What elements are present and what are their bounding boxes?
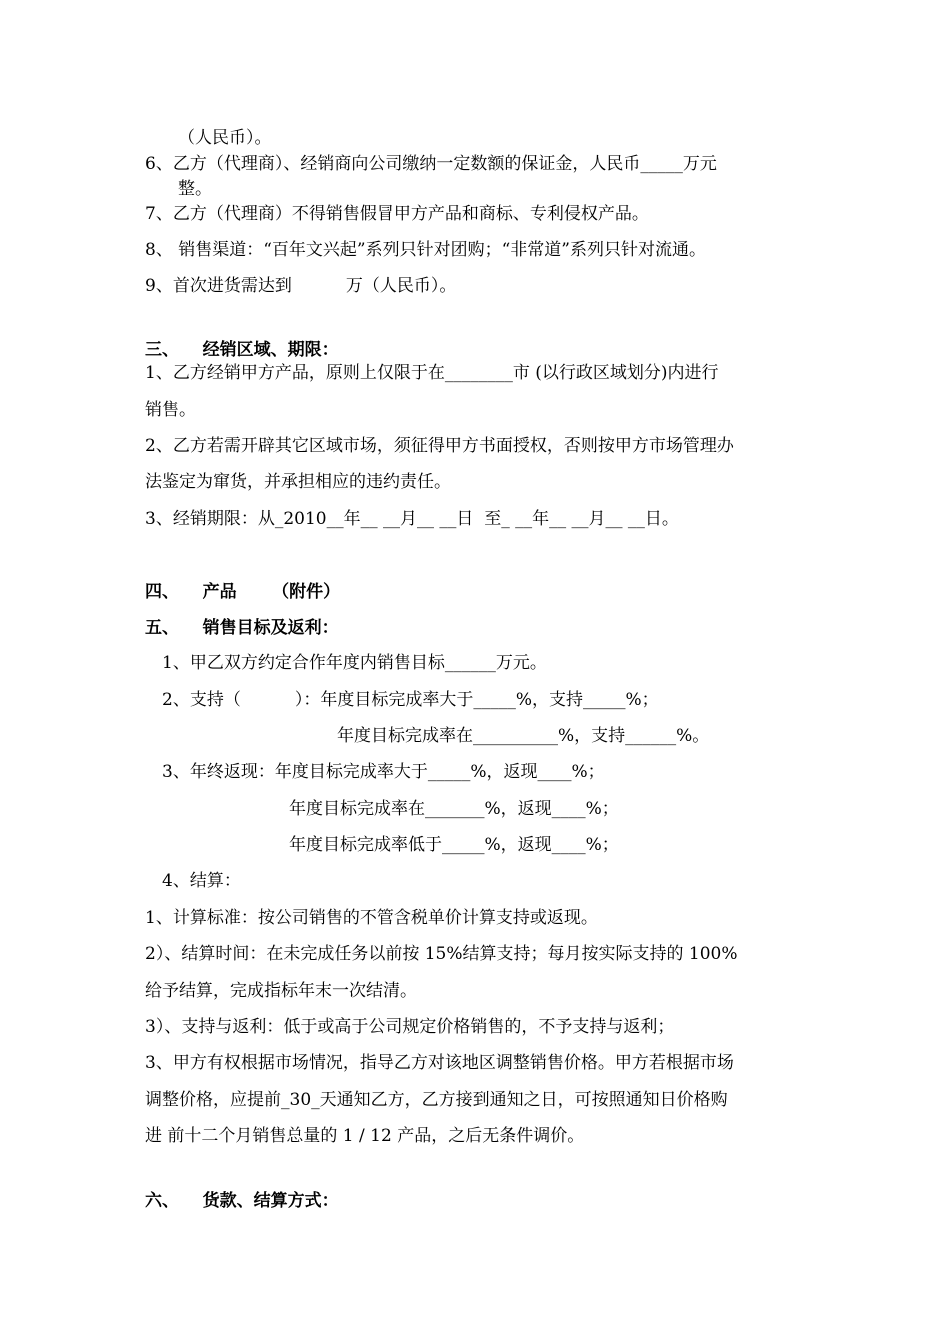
text-line: 给予结算，完成指标年末一次结清。	[145, 981, 417, 1001]
text-line: 进 前十二个月销售总量的 1 / 12 产品，之后无条件调价。	[145, 1126, 585, 1146]
text-line: 调整价格，应提前_30_天通知乙方，乙方接到通知之日，可按照通知日价格购	[145, 1090, 728, 1110]
text-line: 法鉴定为窜货，并承担相应的违约责任。	[145, 472, 451, 492]
text-line: （人民币）。	[178, 128, 272, 148]
text-line: 2）、结算时间：在未完成任务以前按 15%结算支持；每月按实际支持的 100%	[145, 944, 738, 964]
text-line: 1、乙方经销甲方产品，原则上仅限于在________市 (以行政区域划分)内进行	[145, 363, 719, 383]
clause-8: 8、 销售渠道：“百年文兴起”系列只针对团购；“非常道”系列只针对流通。	[145, 240, 706, 260]
text-line: 年度目标完成率在_______%，返现____%；	[289, 799, 619, 819]
text-line: 年度目标完成率低于_____%，返现____%；	[289, 835, 619, 855]
text-line: 3）、支持与返利：低于或高于公司规定价格销售的，不予支持与返利；	[145, 1017, 675, 1037]
text-line: 2、乙方若需开辟其它区域市场，须征得甲方书面授权，否则按甲方市场管理办	[145, 436, 734, 456]
section-heading-3: 三、 经销区域、期限：	[145, 340, 339, 360]
text-line: 2、支持（ ）：年度目标完成率大于_____%，支持_____%；	[162, 690, 659, 710]
clause-6: 6、乙方（代理商）、经销商向公司缴纳一定数额的保证金，人民币_____万元	[145, 154, 717, 174]
text-line: 销售。	[145, 400, 196, 420]
term-period-line: 3、经销期限：从_2010__年__ __月__ __日 至_ __年__ __月__ __日。	[145, 509, 679, 529]
text-line: 整。	[178, 179, 212, 199]
text-line: 1、甲乙双方约定合作年度内销售目标______万元。	[162, 653, 547, 673]
text-line: 3、甲方有权根据市场情况，指导乙方对该地区调整销售价格。甲方若根据市场	[145, 1053, 734, 1073]
section-heading-6: 六、 货款、结算方式：	[145, 1191, 339, 1211]
text-line: 4、结算：	[162, 871, 241, 891]
text-line: 3、年终返现：年度目标完成率大于_____%，返现____%；	[162, 762, 605, 782]
section-heading-5: 五、 销售目标及返利：	[145, 618, 339, 638]
text-line: 1、计算标准：按公司销售的不管含税单价计算支持或返现。	[145, 908, 598, 928]
clause-7: 7、乙方（代理商）不得销售假冒甲方产品和商标、专利侵权产品。	[145, 204, 649, 224]
clause-9: 9、首次进货需达到 万（人民币）。	[145, 276, 457, 296]
text-line: 年度目标完成率在__________%，支持______%。	[337, 726, 710, 746]
section-heading-4: 四、 产品 （附件）	[145, 582, 341, 602]
